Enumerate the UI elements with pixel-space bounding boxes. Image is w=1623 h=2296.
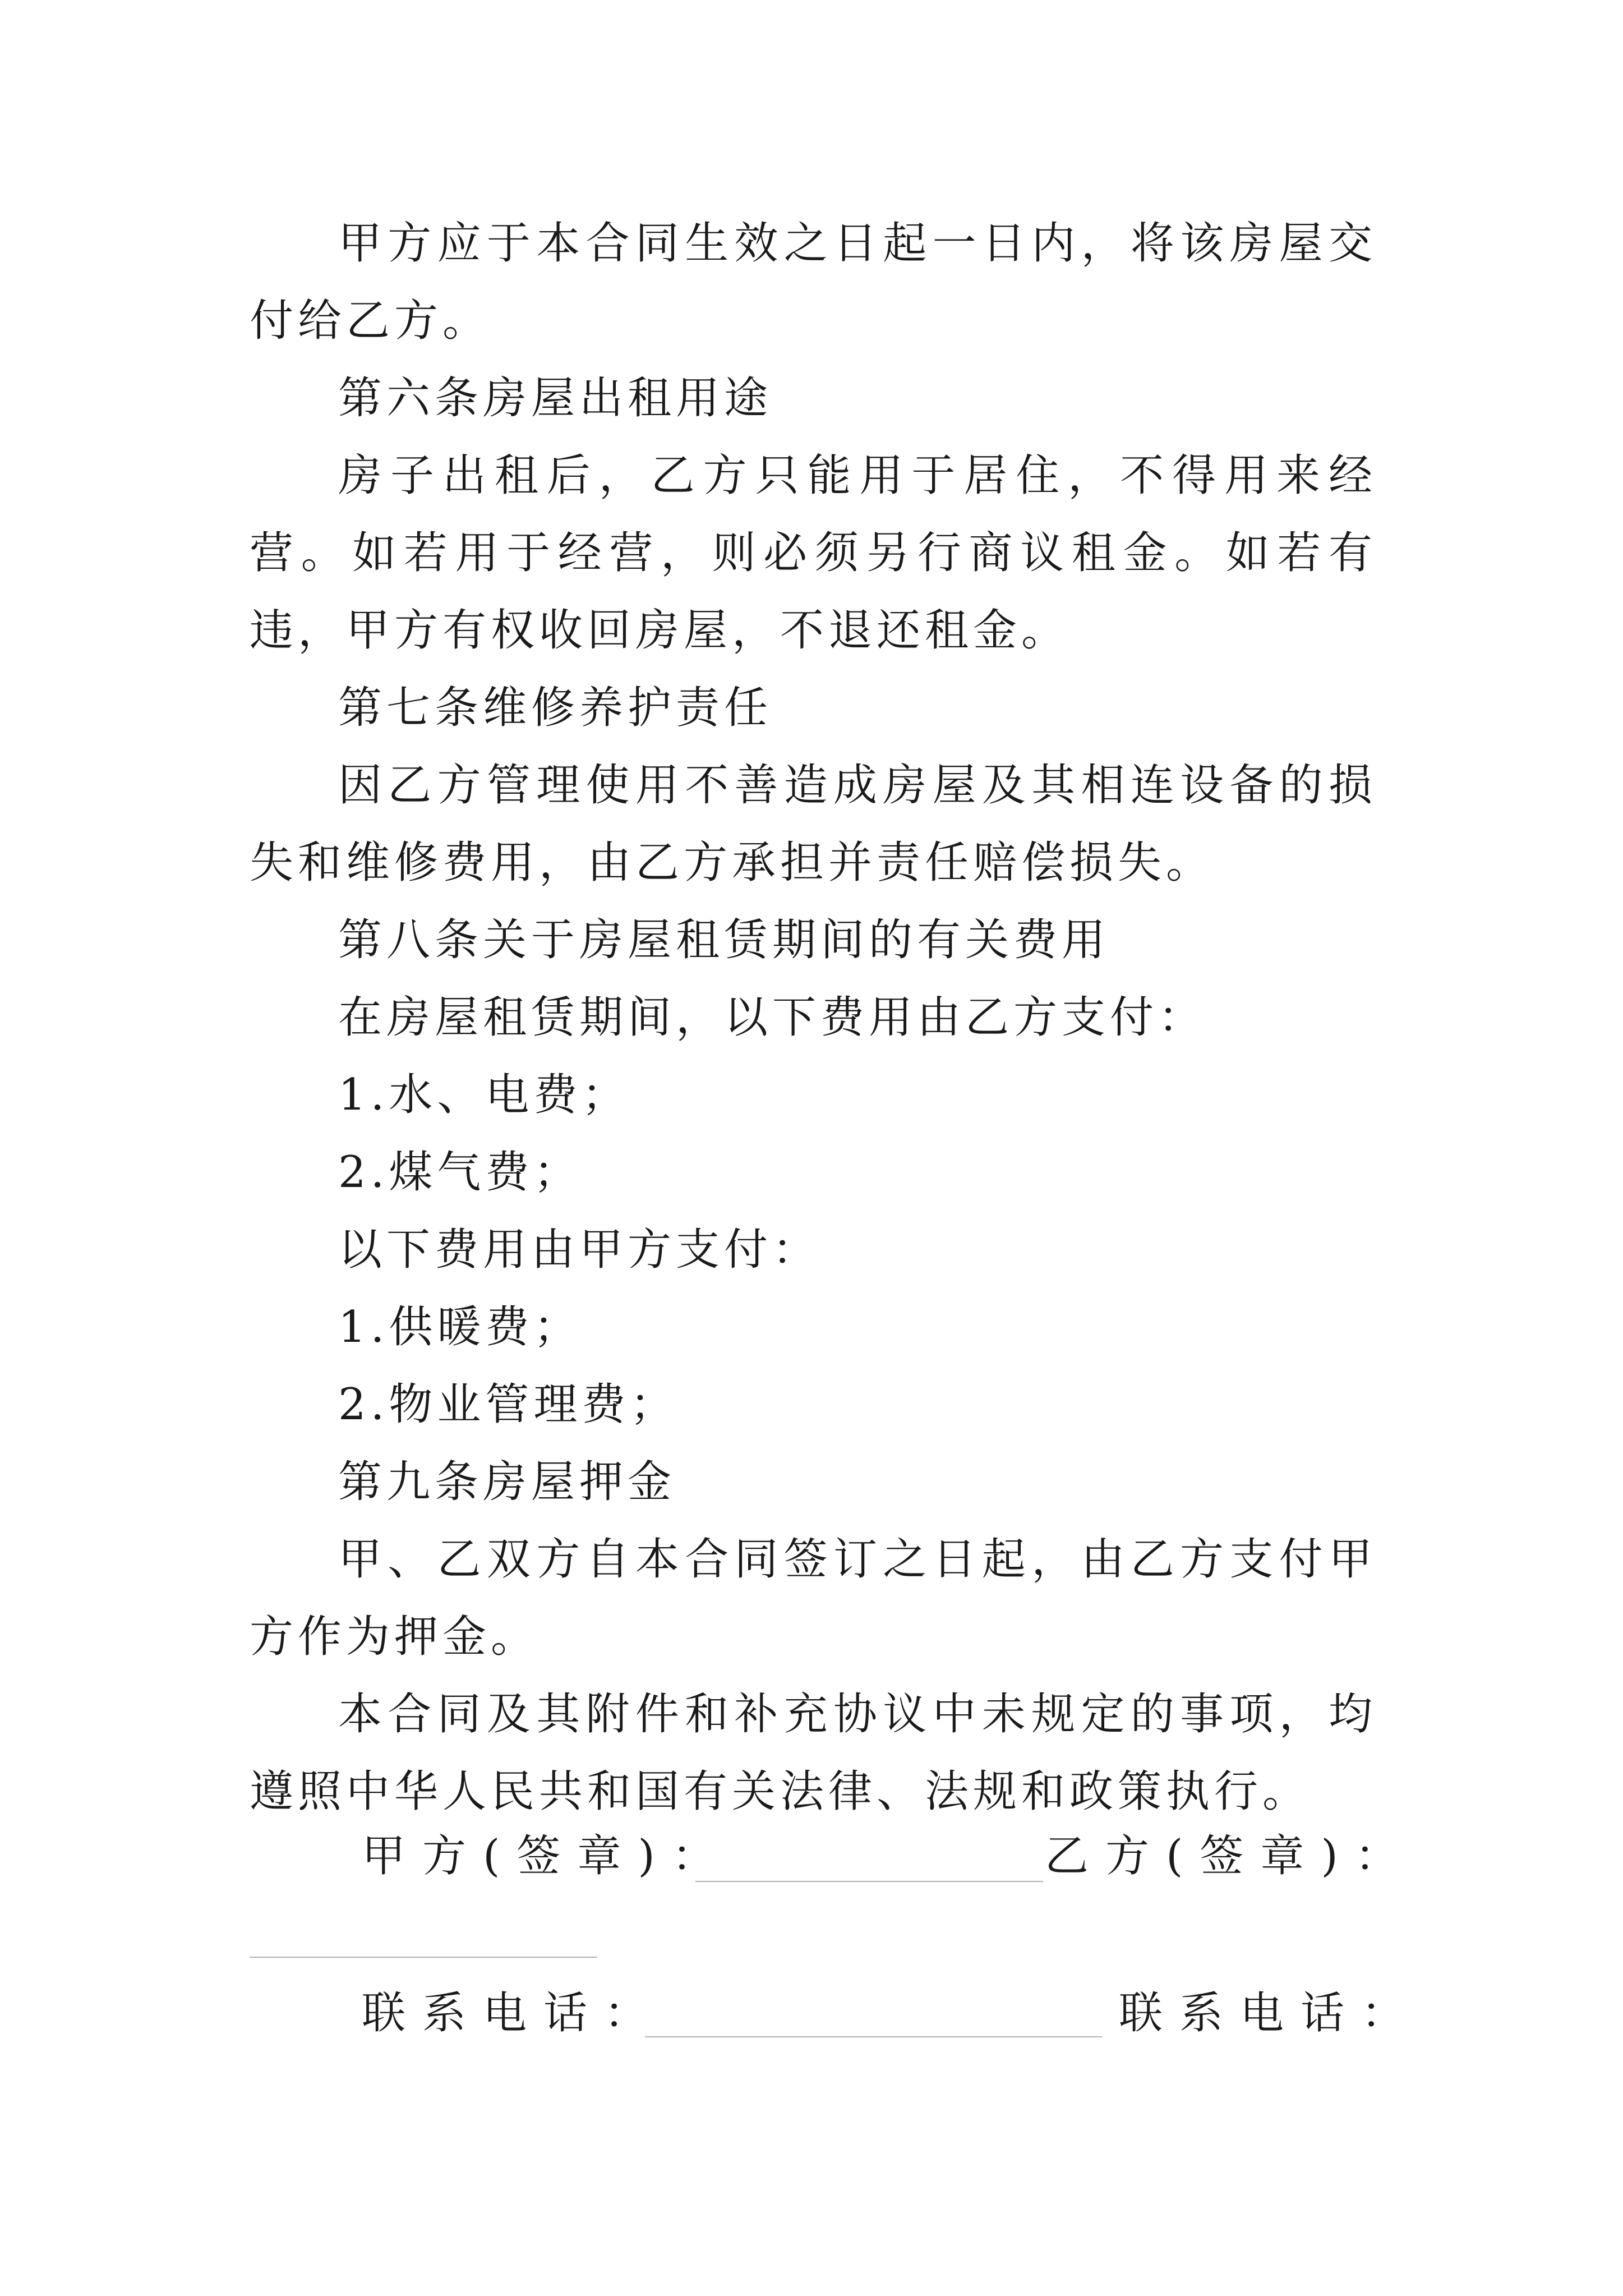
party-b-signature-label: 乙方(签章)： (1045, 1831, 1415, 1881)
party-b-signature-blank (250, 1957, 597, 1958)
phone-a-blank (645, 2036, 1102, 2037)
paragraph-tenant-fees-intro: 在房屋租赁期间，以下费用由乙方支付： (338, 992, 1207, 1043)
list-item-heating: 1.供暖费； (338, 1302, 582, 1352)
paragraph-usage: 房子出租后，乙方只能用于居住，不得用来经营。如若用于经营，则必须另行商议租金。如若有违，甲方有权收回房屋，不退还租金。 (250, 450, 1377, 656)
phone-a-label: 联系电话： (362, 1988, 665, 2039)
paragraph-maintenance: 因乙方管理使用不善造成房屋及其相连设备的损失和维修费用，由乙方承担并责任赔偿损失。 (250, 760, 1377, 888)
paragraph-governing-law: 本合同及其附件和补充协议中未规定的事项，均遵照中华人民共和国有关法律、法规和政策执行。 (250, 1689, 1377, 1817)
list-item-gas: 2.煤气费； (338, 1147, 582, 1198)
phone-row (250, 1975, 1422, 2052)
party-a-signature-blank (695, 1881, 1043, 1882)
paragraph-delivery: 甲方应于本合同生效之日起一日内，将该房屋交付给乙方。 (250, 218, 1377, 346)
article-6-heading: 第六条房屋出租用途 (338, 373, 773, 424)
article-7-heading: 第七条维修养护责任 (338, 683, 773, 733)
list-item-water-electricity: 1.水、电费； (338, 1070, 630, 1120)
phone-b-label: 联系电话： (1119, 1988, 1422, 2039)
article-9-heading: 第九条房屋押金 (338, 1457, 676, 1507)
paragraph-landlord-fees-intro: 以下费用由甲方支付： (338, 1225, 821, 1275)
paragraph-deposit: 甲、乙双方自本合同签订之日起，由乙方支付甲方作为押金。 (250, 1534, 1377, 1662)
party-a-signature-label: 甲方(签章)： (362, 1831, 732, 1881)
signature-row (250, 1818, 1415, 1895)
list-item-property-management: 2.物业管理费； (338, 1379, 679, 1430)
document-body (250, 205, 1377, 1830)
article-8-heading: 第八条关于房屋租赁期间的有关费用 (338, 915, 1110, 965)
